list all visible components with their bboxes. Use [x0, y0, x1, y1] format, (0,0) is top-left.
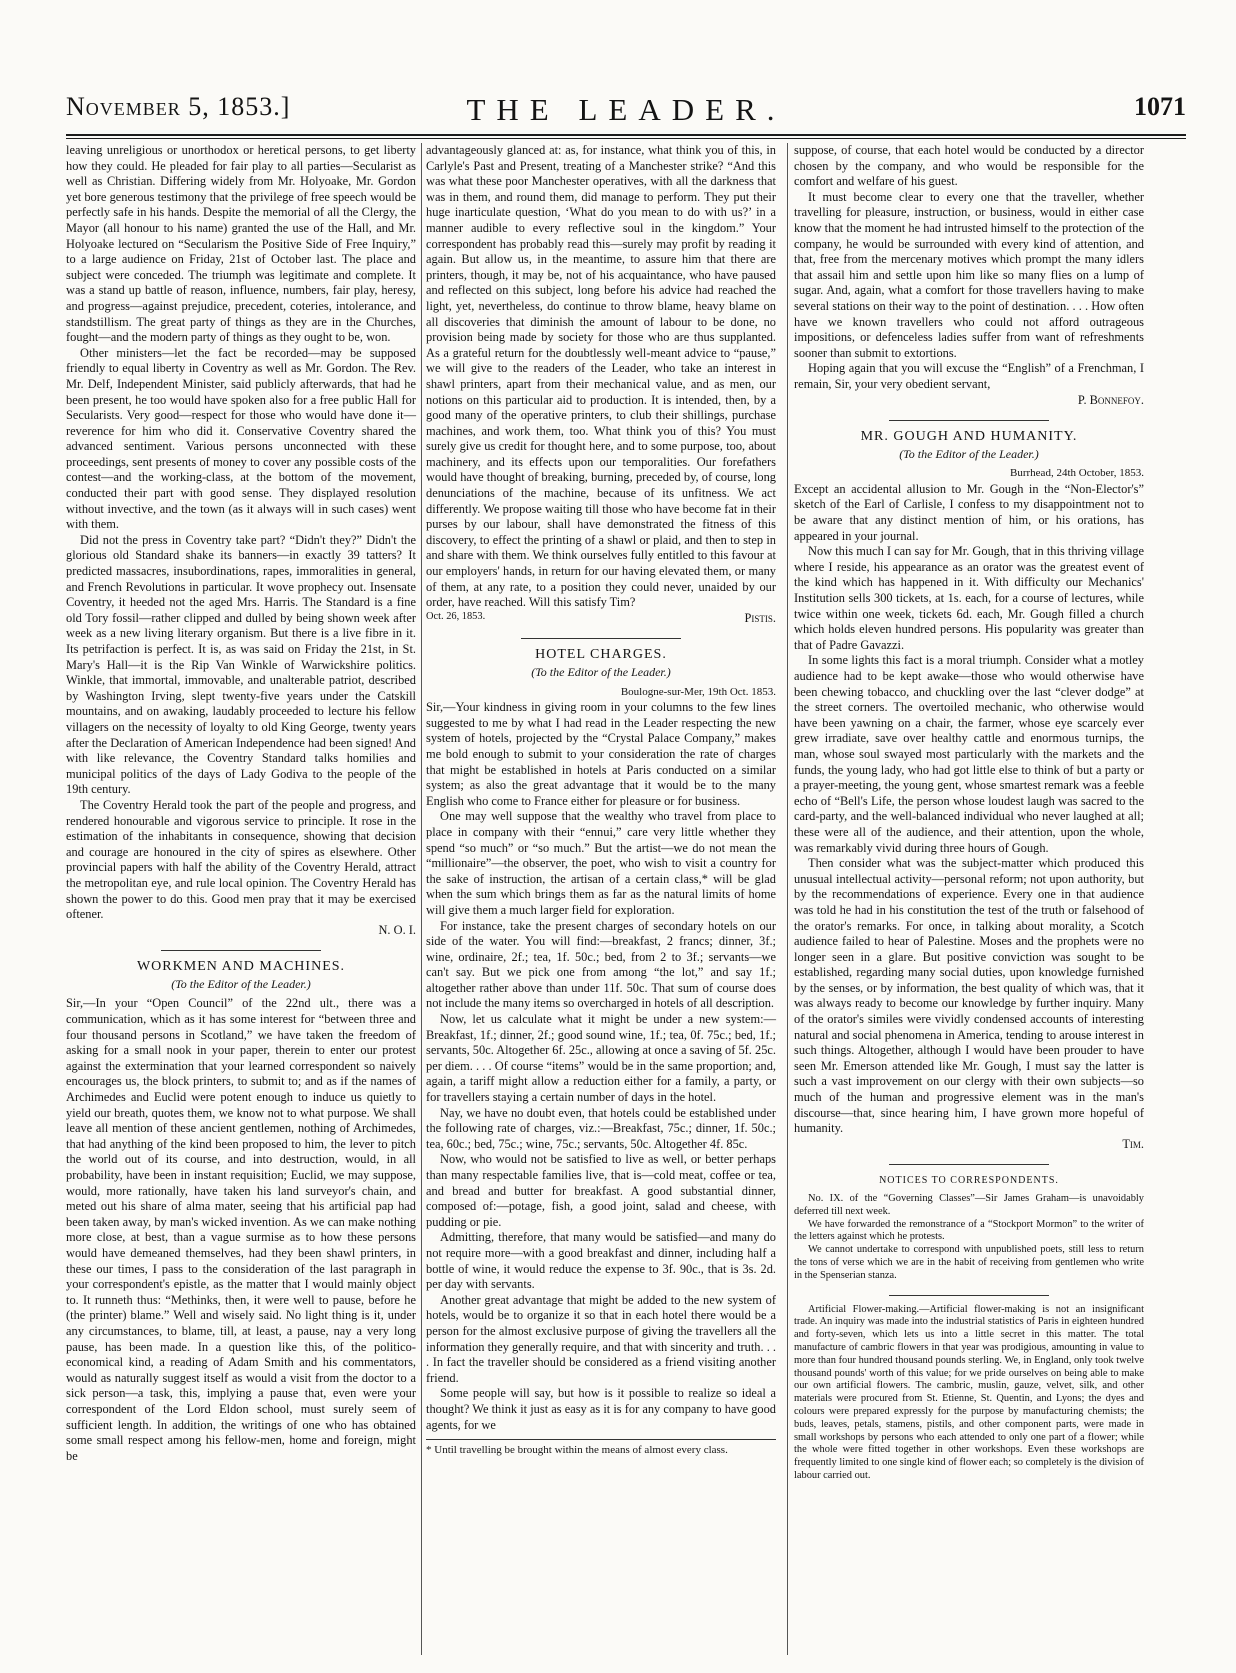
article-heading: HOTEL CHARGES. — [535, 647, 667, 663]
letter-closing — [426, 611, 776, 627]
column-divider-1 — [421, 143, 422, 1655]
page-number: 1071 — [1134, 92, 1186, 121]
article-heading: MR. GOUGH AND HUMANITY. — [860, 429, 1078, 445]
section-rule — [521, 638, 681, 639]
paragraph: It must become clear to every one that the traveller, whether travelling for pleasure, instruction, or business, would in either case know that the moment he had intrusted himself to the protection of the company, he would be surrounded with every kind of attention, and that, free from the mercenary motives which prompt the many idlers that assail him and settle upon him like so many flies on a lump of sugar. And, again, what a comfort for those travellers having to make several stations on their way to the point of destination. . . . How often have we known travellers who could not afford outrageous impositions, or defenceless ladies suffer from want of refreshments sooner than submit to extortions. — [794, 189, 1144, 360]
paragraph: Then consider what was the subject-matter which produced this unusual intellectual activity—personal reform; not upon authority, but by the recommendations of experience. Every one in that audience was told he had in his constitution the test of the truth or falsehood of the orator's remarks. For once, in talking about morality, a Scotch audience failed to hear of Palestine. Moses and the prophets were no longer seen in a glare. But positive conviction was sought to be established, regarding many social duties, upon knowledge furnished by the senses, or by information, the best quality of which was, that it was always ready to become our knowledge by further inquiry. Many of the orator's similes were vividly condensed accounts of interesting natural and social phenomena in America, tending to arouse interest in such things. Altogether, although I would have been prouder to have seen Mr. Emerson attended like Mr. Gough, I must say the latter is such a vast improvement on our clergy with their own subjects—so much of the human and progressive element was in the man's discourse—that, since hearing him, I have grown more hopeful of humanity. — [794, 856, 1144, 1136]
paragraph: Sir,—In your “Open Council” of the 22nd ult., there was a communication, which as it has some interest for “between three and four thousand persons in Scotland,” we have taken the freedom of asking for a small nook in your paper, therein to enter our protest against the extermination that your learned correspondent so naively encourages us, the block printers, to submit to; and as if the names of Archimedes and Euclid were potent enough to induce us quietly to yield our breath, quotes them, we know not to what purpose. We shall leave all mention of these ancient gentlemen, nothing of Archimedes, that had anything of the kind been proposed to him, the lever to pitch the world out of its course, and into destruction, would, in all probability, have been in instant requisition; Euclid, we may suppose, would, more rationally, have taken his land surveyor's chain, and meted out his share of alma mater, seeing that his artificial pap had been taken away, by man's wicked invention. As we can make nothing more close, at best, than a vague surmise as to how these persons would have demeaned themselves, had they been shawl printers, in these our times, I pass to the consideration of the last paragraph in your correspondent's epistle, as the matter that I would mainly object to. It runneth thus: “Methinks, then, it were well to pause, before he (the printer) blame.” Well and wisely said. No light thing is it, under any circumstances, to blame, till, at least, a pause, nay a very long pause, has been made. In a question like this, of the politico-economical kind, a reading of Adam Smith and his commentators, would as naturally suggest itself as would a visit from the doctor to a sick person—a task, this, implying a pause that, even were your correspondent of the Lord Eldon school, must surely seem of sufficient length. In addition, the writings of one who has obtained some small respect among his fellow-men, home and foreign, might be — [66, 996, 416, 1463]
signature: P. Bonnefoy. — [1077, 392, 1144, 407]
section-rule — [889, 1164, 1049, 1165]
paragraph: Other ministers—let the fact be recorded—may be supposed friendly to equal liberty in Coventry as well as Mr. Gordon. The Rev. Mr. Delf, Independent Minister, said publicly afterwards, that had he been present, he too would have spoken also for a free public Hall for Secularists. Very good—respect for those who would have done it—reverence for him who did it. Conservative Coventry shared the advanced sentiment. Various persons unconnected with these proceedings, sent presents of money to cover any possible costs of the contest—and the working-class, at the bottom of the movement, conducted their part with good sense. They displayed resolution without invective, and the town (as it always will in such cases) went with them. — [66, 345, 416, 532]
notice: We cannot undertake to correspond with unpublished poets, still less to return the tons of verse which we are in the habit of receiving from gentlemen who write in the Spenserian stanza. — [794, 1244, 1144, 1281]
article-subheading: (To the Editor of the Leader.) — [171, 976, 311, 991]
newspaper-title: THE LEADER. — [466, 92, 786, 127]
paragraph: The Coventry Herald took the part of the people and progress, and rendered honourable and vigorous service to principle. It rose in the estimation of the inhabitants in consequence, showing that decision and courage are honoured in the city of spires as elsewhere. Other provincial papers with half the ability of the Coventry Herald, attract the metropolitan eye, and rule local opinion. The Coventry Herald has shown the power to do this. Good men pray that it may be exercised oftener. — [66, 797, 416, 922]
footnote: * Until travelling be brought within the means of almost every class. — [426, 1439, 776, 1457]
letter-dateline: Burrhead, 24th October, 1853. — [1010, 467, 1144, 480]
column-divider-2 — [787, 143, 788, 1655]
section-rule — [161, 950, 321, 951]
notice: We have forwarded the remonstrance of a “Stockport Mormon” to the writer of the letters against which he protests. — [794, 1218, 1144, 1243]
paragraph: In some lights this fact is a moral triumph. Consider what a motley audience had to be kept awake—those who would otherwise have been chewing tobacco, and chuckling over the last “clever dodge” at the street corners. The overtoiled mechanic, who otherwise would have been yawning on a chair, the farmer, whose eye scarcely ever grew irradiate, save over healthy cattle and enormous turnips, the man, whose soul swayed most particularly with the markets and the funds, the young lady, who had got little else to think of but a party or a prayer-meeting, the young gent, whose smartest remark was a feeble echo of “Bell's Life, the person whose loudest laugh was sacred to the card-party, and the well-balanced individual who never laughed at all; these were all of the audience, and their attention, upon the whole, was remarkably vivid during three hours of Gough. — [794, 653, 1144, 855]
section-rule — [889, 420, 1049, 421]
paragraph: Now this much I can say for Mr. Gough, that in this thriving village where I reside, his appearance as an orator was the greatest event of the kind which has happened in it. With difficulty our Mechanics' Institution sells 300 tickets, at 1s. each, for a course of lectures, while twice within one week, tickets 6d. each, Mr. Gough filled a church which holds eleven hundred persons. His popularity was greater than that of Padre Gavazzi. — [794, 544, 1144, 652]
column-1 — [66, 143, 416, 1464]
masthead-rule-thin — [66, 138, 1186, 139]
paragraph: Hoping again that you will excuse the “English” of a Frenchman, I remain, Sir, your very obedient servant, — [794, 361, 1144, 391]
paragraph: Admitting, therefore, that many would be satisfied—and many do not require more—with a good breakfast and dinner, including half a bottle of wine, it would reduce the expense to 3f. 90c., that is 3s. 2d. per day with servants. — [426, 1230, 776, 1292]
article-subheading: (To the Editor of the Leader.) — [899, 446, 1039, 461]
paragraph: Artificial Flower-making.—Artificial flower-making is not an insignificant trade. An inquiry was made into the industrial statistics of Paris in eighteen hundred and forty-seven, which lets us into a little secret in this matter. The total manufacture of cambric flowers in that year was prodigious, amounting in value to more than four hundred thousand pounds sterling. We, in England, only took twelve thousand pounds' worth of this value; for we pride ourselves on being able to make our own artificial flowers. The cambric, muslin, gauze, velvet, silk, and other materials were procured from St. Etienne, St. Quentin, and Lyons; the dyes and colours were prepared expressly for the purpose by manufacturing chemists; the buds, leaves, petals, stamens, pistils, and other component parts, were made in small workshops by persons who each attended to only one part of a flower; while the whole were fitted together in other workshops. Even these workshops are frequently limited to one single kind of flower each; so completely is the division of labour carried out. — [794, 1303, 1144, 1481]
notices-heading: NOTICES TO CORRESPONDENTS. — [879, 1175, 1059, 1187]
signature: Pistis. — [744, 610, 776, 625]
notice: No. IX. of the “Governing Classes”—Sir James Graham—is unavoidably deferred till next week. — [794, 1193, 1144, 1217]
paragraph: Some people will say, but how is it possible to realize so ideal a thought? We think it just as easy as it is for any company to have good agents, for we — [426, 1386, 776, 1432]
paragraph: Another great advantage that might be added to the new system of hotels, would be to organize it so that in each hotel there would be a person for the almost exclusive purpose of giving the travellers all the information they generally require, and that with sincerity and truth. . . . In fact the traveller should be considered as a friend visiting another friend. — [426, 1292, 776, 1385]
paragraph: Did not the press in Coventry take part? “Didn't they?” Didn't the glorious old Standard shake its banners—in exactly 39 tatters? It predicted massacres, insubordinations, rapes, immoralities in general, and French Revolutions in particular. It wove prophecy out. Insensate Coventry, it heeded not the aged Mrs. Harris. The Standard is a fine old Tory fossil—rather clipped and dulled by being shown week after week as a new living literary organism. But there is a live fibre in it. Its petrifaction is perfect. It is, as was said on Friday the 21st, in St. Mary's Hall—it is the Rip Van Winkle of Warwickshire politics. Winkle, that immortal, immovable, and unalterable patriot, described by Washington Irving, slept twenty-five years under the Catskill mountains, and on awaking, laudably proceeded to lecture his fellow villagers on the necessity of loyalty to old King George, twenty years after the Declaration of American Independence had been signed! And with like relevance, the Coventry Standard talks homilies and municipal politics of the days of Lady Godiva to the people of the 19th century. — [66, 532, 416, 797]
paragraph: Sir,—Your kindness in giving room in your columns to the few lines suggested to me by what I had read in the Leader respecting the new system of hotels, projected by the “Crystal Palace Company,” makes me bold enough to submit to your consideration the rate of charges that might be established in hotels at Paris conducted on a similar system; as also the great advantage that it would be to the many English who come to France either for pleasure or for business. — [426, 700, 776, 808]
article-subheading: (To the Editor of the Leader.) — [531, 665, 671, 679]
masthead-rule-thick — [66, 134, 1186, 136]
paragraph: leaving unreligious or unorthodox or heretical persons, to get liberty how they could. He pleaded for fair play to all parties—Secularist as well as Christian. Differing widely from Mr. Holyoake, Mr. Gordon yet bore generous testimony that the privilege of free speech would be perfectly safe in his hands. Despite the memorial of all the Clergy, the Mayor (all honour to his name) granted the use of the Hall, and Mr. Holyoake lectured on “Secularism the Positive Side of Free Inquiry,” to a large audience on Friday, 21st of October last. The place and subject were conceded. The triumph was legitimate and complete. It was a stand up battle of reason, influence, numbers, fair play, heresy, and progress—against prejudice, precedent, coteries, intolerance, and standstillism. The great party of things as they are in the Churches, fought—and the modern party of things as they ought to be, won. — [66, 143, 416, 345]
article-heading: WORKMEN AND MACHINES. — [136, 959, 346, 975]
paragraph: suppose, of course, that each hotel would be conducted by a director chosen by the company, and who would be responsible for the comfort and welfare of his guest. — [794, 143, 1144, 189]
paragraph: Now, let us calculate what it might be under a new system:—Breakfast, 1f.; dinner, 2f.; good sound wine, 1f.; tea, 0f. 75c.; bed, 1f.; servants, 50c. Altogether 6f. 25c., allowing at once a saving of 5f. 25c. per diem. . . . Of course “items” would be in the same proportion; and, again, a tariff might allow a reduction either for a family, a party, or for travellers staying a certain number of days in the hotel. — [426, 1012, 776, 1105]
issue-date: November 5, 1853.] — [66, 92, 291, 121]
section-rule — [889, 1295, 1049, 1296]
letter-date: Oct. 26, 1853. — [426, 610, 486, 622]
paragraph: Now, who would not be satisfied to live as well, or better perhaps than many respectable families live, that is—cold meat, coffee or tea, and bread and butter for breakfast. A good substantial dinner, composed of:—potage, fish, a good joint, salad and cheese, with pudding or pie. — [426, 1152, 776, 1229]
column-3 — [794, 143, 1144, 1483]
letter-dateline: Boulogne-sur-Mer, 19th Oct. 1853. — [620, 685, 776, 698]
paragraph: advantageously glanced at: as, for instance, what think you of this, in Carlyle's Past and Present, treating of a Manchester strike? “And this was what these poor Manchester operatives, with all the darkness that was in them, and round them, did manage to perform. They put their huge inarticulate question, ‘What do you mean to do with us?’ in a manner audible to every reflective soul in the kingdom.” Your correspondent has probably read this—surely may profit by reading it again. But allow us, in the meantime, to assure him that there are printers, though, it may be, not of his acquaintance, who have paused and reflected on this subject, long before his advice had reached the light, yet, nevertheless, do continue to throw blame, heavy blame on all discoveries that diminish the amount of labour to be done, no provision being made by society for those who are thus supplanted. As a grateful return for the doubtlessly well-meant advice to “pause,” we will give to the readers of the Leader, who take an interest in shawl printers, apart from their mechanical value, and as men, our notions on this particular aid to production. It is intended, then, by a good many of the operative printers, to club their shillings, purchase machines, and work them, too. What think you of this? You must surely give us credit for thought here, and to some purpose, too, about machinery, and its effects upon our temporalities. Our forefathers would have thought of breaking, burning, preceded by, of course, long denunciations of the machine, because of its unfitness. We act differently. We propose waiting till those who have become fat in their purses by our labour, shall have demonstrated the fitness of this discovery, to effect the printing of a shawl or plaid, and then to step in and share with them. We think ourselves fully entitled to this favour at our employers' hands, in return for our having elevated them, or many of them, at any rate, to a position they could never, unaided by our order, have reached. Will this satisfy Tim? — [426, 143, 776, 610]
signature: Tim. — [1122, 1136, 1144, 1151]
paragraph: Except an accidental allusion to Mr. Gough in the “Non-Elector's” sketch of the Earl of Carlisle, I confess to my disappointment not to be aware that any distinct mention of him, or his orations, has appeared in your journal. — [794, 481, 1144, 543]
column-2 — [426, 143, 776, 1457]
signature: N. O. I. — [378, 922, 416, 937]
paragraph: For instance, take the present charges of secondary hotels on our side of the water. You will find:—breakfast, 2 francs; dinner, 3f.; wine, ordinaire, 2f.; tea, 1f. 50c.; bed, from 2 to 3f.; servants—we can't say. But we pick one from among “the lot,” and say 1f.; altogether rather above than under 11f. 50c. That sum of course does not include the many items so overcharged in hotels of all description. — [426, 918, 776, 1011]
paragraph: One may well suppose that the wealthy who travel from place to place in company with their “ennui,” care very little whether they spend “so much” or “so much.” But the artist—we do not mean the “millionaire”—the observer, the poet, who wish to visit a country for the sake of instruction, the artisan of a certain class,* will be glad when the sum which brings them as far as the natural limits of home will give them a much larger field for exploration. — [426, 809, 776, 917]
paragraph: Nay, we have no doubt even, that hotels could be established under the following rate of charges, viz.:—Breakfast, 75c.; dinner, 1f. 50c.; tea, 60c.; bed, 75c.; wine, 75c.; servants, 50c. Altogether 4f. 85c. — [426, 1105, 776, 1151]
masthead — [66, 92, 1186, 134]
